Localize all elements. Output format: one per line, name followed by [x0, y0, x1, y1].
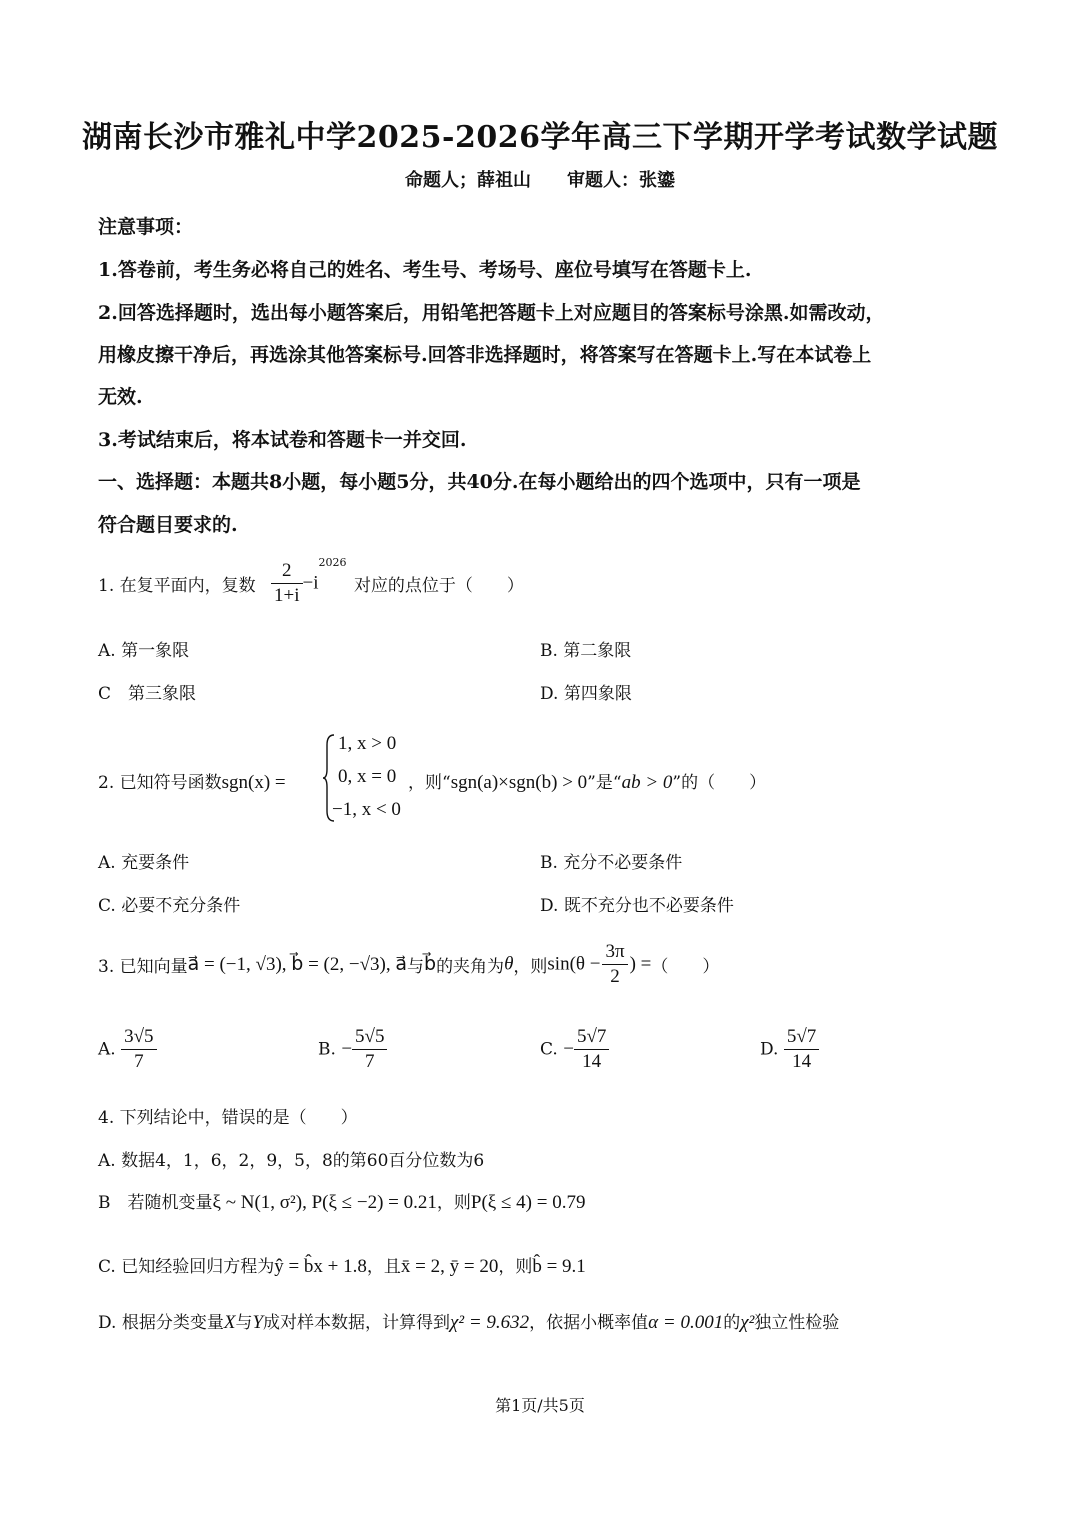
- q4-option-b-mid: ，则: [436, 1193, 471, 1213]
- q3-mid-3: ，则: [513, 957, 548, 977]
- q4-option-d-math-2: α = 0.001: [648, 1312, 724, 1333]
- q4-option-b-math-2: P(ξ ≤ 4) = 0.79: [470, 1192, 586, 1213]
- notice-item-1: 1.答卷前，考生务必将自己的姓名、考生号、考场号、座位号填写在答题卡上.: [98, 259, 752, 281]
- q4-option-d-x: X: [223, 1312, 236, 1333]
- q3-option-b: [318, 1025, 387, 1074]
- q2-prefix: 2. 已知符号函数: [98, 773, 222, 793]
- notice-item-2-line-1: 2.回答选择题时，选出每小题答案后，用铅笔把答题卡上对应题目的答案标号涂黑.如需改动，: [98, 302, 885, 324]
- question-2-rest: [408, 768, 766, 794]
- q1-exponent: 2026: [318, 556, 347, 569]
- q3-mid-2: 的夹角为: [436, 957, 505, 977]
- q3-option-b-num: 5√5: [352, 1025, 387, 1050]
- page-footer: 第1页/共5页: [495, 1396, 585, 1415]
- q2-case-3: −1, x < 0: [332, 799, 401, 820]
- q4-option-d-pre: D. 根据分类变量: [98, 1313, 224, 1333]
- q3-option-c-label: C.: [540, 1039, 558, 1060]
- q3-option-d: [760, 1025, 819, 1074]
- section-1-heading-line-2: 符合题目要求的.: [98, 514, 238, 536]
- q1-option-d: D. 第四象限: [540, 684, 632, 704]
- q3-option-b-den: 7: [365, 1051, 375, 1072]
- q3-mid-1: 与: [407, 957, 424, 977]
- q3-option-c-num: 5√7: [574, 1025, 609, 1050]
- q3-suffix: （ ）: [651, 957, 720, 977]
- q4-option-a: A. 数据4，1，6，2，9，5，8的第60百分位数为6: [98, 1151, 485, 1171]
- q3-pi-den: 2: [610, 966, 620, 987]
- q2-expr-1: sgn(a)×sgn(b) > 0: [450, 772, 588, 793]
- q2-option-b: B. 充分不必要条件: [540, 853, 683, 873]
- q2-suffix: ”的（ ）: [672, 773, 767, 793]
- q4-option-b: [98, 1188, 585, 1214]
- q4-option-d-y: Y: [252, 1312, 264, 1333]
- q4-option-c-mid-2: ，则: [498, 1257, 533, 1277]
- q3-option-d-fraction: [784, 1025, 819, 1074]
- q1-prefix: 1. 在复平面内，复数: [98, 576, 256, 596]
- q3-vector-b: b⃗: [424, 954, 437, 975]
- q4-option-d-mid-4: 的: [723, 1313, 741, 1333]
- q3-theta: θ: [504, 953, 514, 975]
- q4-option-c-mid: ，且: [366, 1257, 401, 1277]
- q1-option-c: C 第三象限: [98, 684, 197, 704]
- q1-frac-den: 1+i: [274, 585, 300, 606]
- q3-option-c-fraction: [574, 1025, 609, 1074]
- q1-tail: −i: [302, 572, 319, 594]
- q3-option-a-label: A.: [98, 1039, 116, 1060]
- q2-mid-1: ，则“: [408, 773, 451, 793]
- q3-option-c: [540, 1025, 609, 1074]
- q2-option-d: D. 既不充分也不必要条件: [540, 896, 734, 916]
- q4-option-b-math: ξ ~ N(1, σ²), P(ξ ≤ −2) = 0.21: [212, 1192, 437, 1213]
- q4-option-d-mid-3: ，依据小概率值: [529, 1313, 649, 1333]
- q4-option-b-pre: B 若随机变量: [98, 1193, 213, 1213]
- section-1-heading-line-1: 一、选择题：本题共8小题，每小题5分，共40分.在每小题给出的四个选项中，只有一项是: [98, 471, 861, 493]
- q2-option-a: A. 充要条件: [98, 853, 190, 873]
- notice-heading: 注意事项：: [98, 216, 194, 238]
- q4-option-c-math-3: b̂ = 9.1: [532, 1256, 586, 1277]
- question-2-prefix: [98, 768, 286, 794]
- q2-case-2: 0, x = 0: [338, 766, 397, 787]
- q3-option-c-den: 14: [582, 1051, 602, 1072]
- q4-option-d-tail: 独立性检验: [754, 1313, 840, 1333]
- question-4-stem: 4. 下列结论中，错误的是（ ）: [98, 1108, 358, 1128]
- q2-expr-2: ab > 0: [621, 772, 673, 793]
- q3-vectors: a⃗ = (−1, √3), b⃗ = (2, −√3), a⃗: [187, 954, 407, 975]
- q1-suffix: 对应的点位于（ ）: [353, 576, 524, 596]
- q1-option-a: A. 第一象限: [98, 641, 190, 661]
- q3-pi-fraction: [602, 940, 627, 989]
- notice-item-3: 3.考试结束后，将本试卷和答题卡一并交回.: [98, 429, 467, 451]
- q4-option-c: [98, 1252, 586, 1278]
- q3-option-c-sign: −: [563, 1038, 574, 1060]
- q2-mid-2: ”是“: [587, 773, 622, 793]
- q4-option-d-math: χ² = 9.632: [450, 1312, 530, 1333]
- q3-option-a: [98, 1025, 157, 1074]
- q3-option-a-fraction: [121, 1025, 156, 1074]
- q3-prefix: 3. 已知向量: [98, 957, 188, 977]
- q2-option-c: C. 必要不充分条件: [98, 896, 241, 916]
- q3-sin-post: ) =: [629, 953, 652, 975]
- q4-option-c-math: ŷ = b̂x + 1.8: [274, 1256, 367, 1277]
- q4-option-d: [98, 1308, 839, 1334]
- q4-option-d-mid-2: 成对样本数据，计算得到: [263, 1313, 451, 1333]
- question-1: [98, 556, 524, 608]
- page-title: 湖南长沙市雅礼中学2025-2026学年高三下学期开学考试数学试题: [82, 120, 998, 155]
- q3-option-a-den: 7: [134, 1051, 144, 1072]
- authors-line: 命题人；薛祖山 审题人：张鎏: [405, 170, 675, 191]
- q1-frac-num: 2: [271, 559, 303, 584]
- q3-option-d-den: 14: [792, 1051, 812, 1072]
- q2-function: sgn(x) =: [221, 772, 286, 793]
- q1-fraction: [271, 559, 303, 608]
- question-3: [98, 940, 719, 989]
- q3-option-b-sign: −: [341, 1038, 353, 1060]
- q1-option-b: B. 第二象限: [540, 641, 632, 661]
- q3-pi-num: 3π: [602, 940, 627, 965]
- q3-option-b-label: B.: [318, 1039, 336, 1060]
- q3-option-d-num: 5√7: [784, 1025, 819, 1050]
- q3-option-b-fraction: [352, 1025, 387, 1074]
- q4-option-c-pre: C. 已知经验回归方程为: [98, 1257, 275, 1277]
- q3-sin-pre: sin(θ −: [547, 953, 601, 975]
- notice-item-2-line-2: 用橡皮擦干净后，再选涂其他答案标号.回答非选择题时，将答案写在答题卡上.写在本试卷上: [98, 344, 872, 366]
- notice-item-2-line-3: 无效.: [98, 386, 143, 408]
- q4-option-d-mid-1: 与: [235, 1313, 253, 1333]
- q3-option-a-num: 3√5: [121, 1025, 156, 1050]
- q4-option-c-math-2: x̄ = 2, ȳ = 20: [400, 1256, 499, 1277]
- q2-case-1: 1, x > 0: [338, 733, 397, 754]
- q4-option-d-math-3: χ²: [740, 1312, 755, 1333]
- q3-option-d-label: D.: [760, 1039, 779, 1060]
